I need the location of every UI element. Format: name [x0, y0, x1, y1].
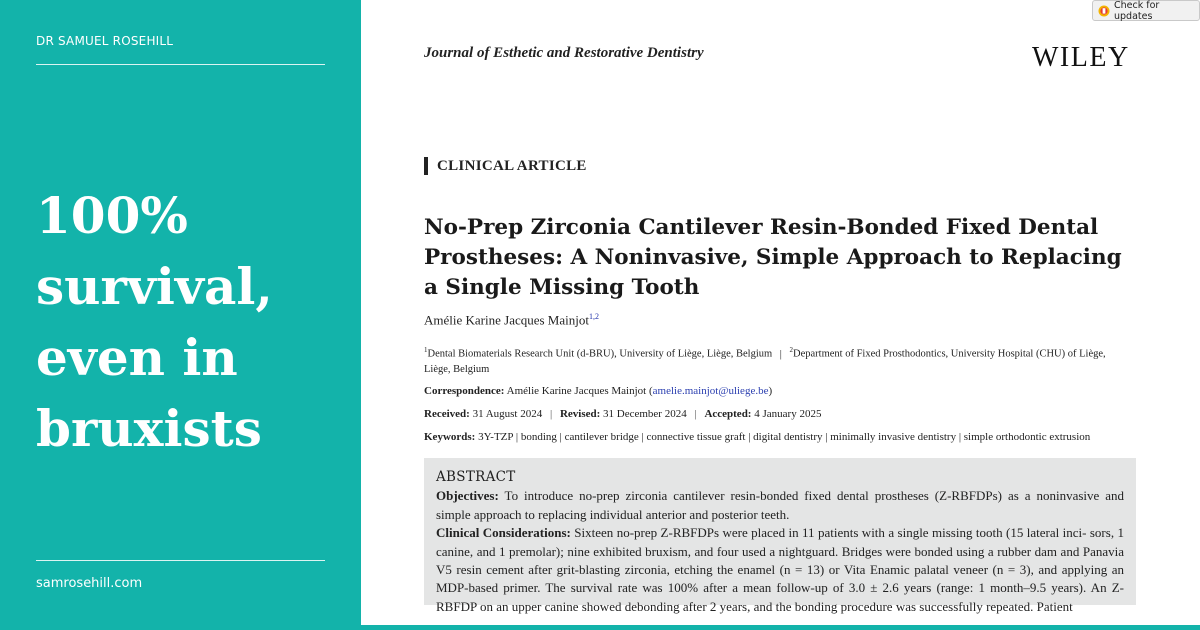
revised-date: 31 December 2024 [603, 408, 687, 420]
affiliation-separator: | [779, 348, 782, 360]
abstract-box [424, 458, 1136, 614]
revised-label: Revised: [559, 408, 601, 420]
accepted-label: Accepted: [704, 408, 752, 420]
correspondence-label: Correspondence: [424, 385, 505, 397]
article-title: No-Prep Zirconia Cantilever Resin-Bonded Fixed Dental Prostheses: A Noninvasive, Simple Approach to Replacing a Single Missing Tooth [424, 215, 1122, 300]
affiliation-1: Dental Biomaterials Research Unit (d-BRU), University of Liège, Liège, Belgium [427, 348, 773, 360]
paper-page [362, 0, 1200, 625]
date-separator: | [550, 408, 553, 420]
publisher-logo: WILEY [1032, 42, 1130, 73]
received-label: Received: [424, 408, 470, 420]
author-name: Amélie Karine Jacques Mainjot [424, 312, 589, 328]
affiliation-1-mark: 1 [424, 346, 428, 354]
abstract-objectives [436, 487, 1124, 524]
check-for-updates-button[interactable] [1092, 0, 1200, 21]
bottom-accent-bar [0, 625, 1200, 630]
affiliation-2: Department of Fixed Prosthodontics, University Hospital (CHU) of Liège, Liège, Belgium [424, 348, 1106, 375]
correspondence-name: Amélie Karine Jacques Mainjot ( [506, 385, 653, 397]
journal-name: Journal of Esthetic and Restorative Dentistry [424, 45, 704, 61]
top-divider [36, 64, 325, 65]
keywords-label: Keywords: [424, 431, 476, 443]
website-link[interactable]: samrosehill.com [36, 576, 143, 591]
abstract-clinical [436, 524, 1124, 616]
author-name: DR SAMUEL ROSEHILL [36, 34, 174, 48]
received-date: 31 August 2024 [472, 408, 543, 420]
author-affiliation-marks: 1,2 [588, 312, 599, 321]
article-type: CLINICAL ARTICLE [424, 157, 587, 175]
update-badge-icon [1098, 5, 1110, 17]
correspondence-close: ) [768, 385, 773, 397]
bottom-divider [36, 560, 325, 561]
check-for-updates-label: Check for updates [1114, 0, 1160, 22]
affiliations [424, 343, 1124, 377]
objectives-label: Objectives: [436, 488, 499, 504]
date-separator: | [694, 408, 697, 420]
author-line [424, 312, 599, 328]
clinical-text: Sixteen no-prep Z-RBFDPs were placed in 11 patients with a single missing tooth (15 lateral inci- sors, 1 canine, and 1 premolar); nine exhibited bruxism, and four used a nightguard. Bridges were bonded using a rubber dam and Panavia V5 resin cement after grit-blasting zirconia, etching the enamel (n = 13) or Vita Enamic palatal veneer (n = 3), and applying an MDP-based primer. The survival rate was 100% after a mean follow-up of 3.0 ± 2.6 years (range: 1 month–9.5 years). An Z-RBFDP on an upper canine showed debonding after 2 years, and the bonding procedure was successfully repeated. Patient [436, 525, 1124, 614]
correspondence-email-link[interactable]: amelie.mainjot@uliege.be [652, 385, 769, 397]
accepted-date: 4 January 2025 [754, 408, 822, 420]
keywords [424, 431, 1144, 443]
correspondence [424, 385, 1144, 397]
affiliation-2-mark: 2 [789, 346, 794, 354]
article-dates [424, 408, 1144, 420]
objectives-text: To introduce no-prep zirconia cantilever resin-bonded fixed dental prostheses (Z-RBFDPs) as a noninvasive and simple approach to replacing individual anterior and posterior teeth. [436, 488, 1124, 522]
keywords-list: 3Y-TZP | bonding | cantilever bridge | connective tissue graft | digital dentistry | minimally invasive dentistry | simple orthodontic extrusion [478, 431, 1091, 443]
clinical-label: Clinical Considerations: [436, 525, 571, 541]
promo-panel [0, 0, 361, 630]
headline: 100% survival, even in bruxists [36, 186, 273, 458]
abstract-heading: ABSTRACT [436, 469, 516, 485]
